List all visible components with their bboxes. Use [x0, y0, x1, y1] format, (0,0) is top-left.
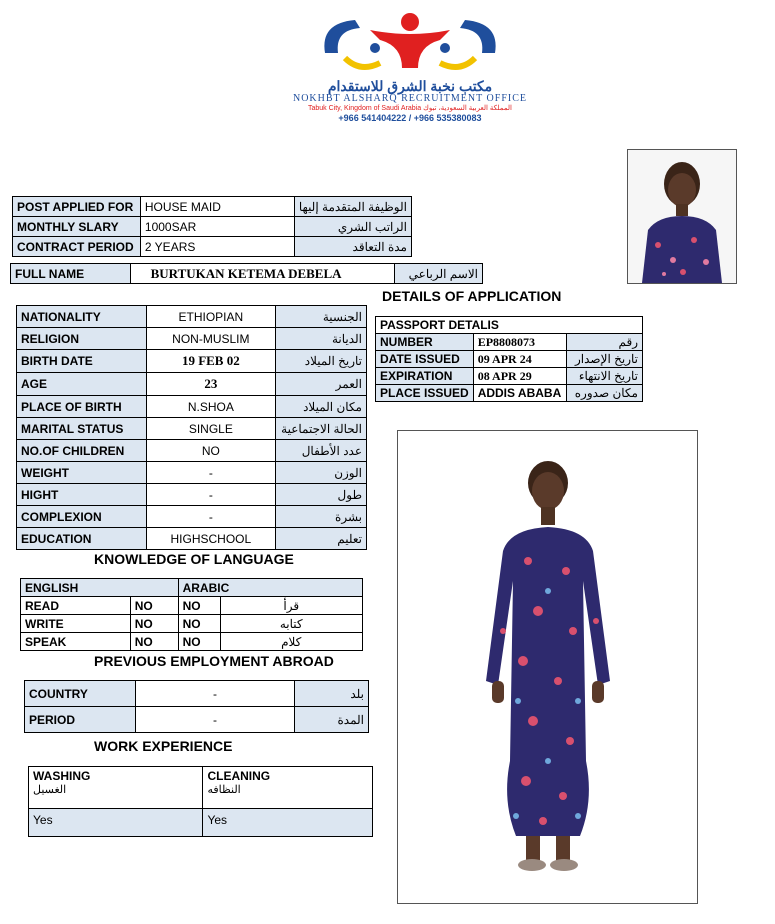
- washing-cell: [29, 767, 203, 809]
- children-value: NO: [146, 440, 275, 462]
- passport-number-ar: رقم: [566, 334, 642, 351]
- expiration-ar: تاريخ الانتهاء: [566, 368, 642, 385]
- table-row: [376, 334, 643, 351]
- write-ar: كتابه: [220, 615, 362, 633]
- age-label: AGE: [17, 373, 147, 396]
- date-issued-label: DATE ISSUED: [376, 351, 474, 368]
- washing-value: Yes: [29, 809, 203, 837]
- work-experience-table: [28, 766, 373, 837]
- passport-number-value: EP8808073: [473, 334, 566, 351]
- monthly-salary-value: 1000SAR: [140, 217, 294, 237]
- place-issued-label: PLACE ISSUED: [376, 385, 474, 402]
- table-row: [21, 615, 363, 633]
- read-label: READ: [21, 597, 131, 615]
- table-row: [13, 217, 412, 237]
- birth-date-value: 19 FEB 02: [146, 350, 275, 373]
- place-of-birth-label: PLACE OF BIRTH: [17, 396, 147, 418]
- read-ar: قرأ: [220, 597, 362, 615]
- place-of-birth-value: N.SHOA: [146, 396, 275, 418]
- table-row: [29, 767, 373, 809]
- height-ar: طول: [276, 484, 367, 506]
- table-row: [376, 317, 643, 334]
- table-row: [376, 385, 643, 402]
- complexion-label: COMPLEXION: [17, 506, 147, 528]
- table-row: [21, 633, 363, 651]
- period-value: -: [135, 707, 294, 733]
- portrait-figure-icon: [628, 150, 736, 283]
- write-arabic: NO: [178, 615, 220, 633]
- full-body-figure-icon: [398, 431, 697, 903]
- country-value: -: [135, 681, 294, 707]
- children-ar: عدد الأطفال: [276, 440, 367, 462]
- contract-period-value: 2 YEARS: [140, 237, 294, 257]
- table-row: [17, 350, 367, 373]
- table-row: [376, 368, 643, 385]
- post-applied-ar: الوظيفة المتقدمة إليها: [294, 197, 411, 217]
- marital-status-value: SINGLE: [146, 418, 275, 440]
- read-arabic: NO: [178, 597, 220, 615]
- read-english: NO: [130, 597, 178, 615]
- education-label: EDUCATION: [17, 528, 147, 550]
- religion-ar: الديانة: [276, 328, 367, 350]
- religion-value: NON-MUSLIM: [146, 328, 275, 350]
- office-address: [250, 104, 570, 113]
- date-issued-ar: تاريخ الإصدار: [566, 351, 642, 368]
- post-applied-label: POST APPLIED FOR: [13, 197, 141, 217]
- office-phones: +966 541404222 / +966 535380083: [338, 113, 482, 123]
- expiration-value: 08 APR 29: [473, 368, 566, 385]
- nationality-value: ETHIOPIAN: [146, 306, 275, 328]
- passport-number-label: NUMBER: [376, 334, 474, 351]
- position-table: [12, 196, 412, 257]
- religion-label: RELIGION: [17, 328, 147, 350]
- table-row: [376, 351, 643, 368]
- monthly-salary-label: MONTHLY SLARY: [13, 217, 141, 237]
- cleaning-value: Yes: [203, 809, 373, 837]
- complexion-value: -: [146, 506, 275, 528]
- speak-arabic: NO: [178, 633, 220, 651]
- full-name-label: FULL NAME: [11, 264, 131, 284]
- table-row: [25, 707, 369, 733]
- age-value: 23: [146, 373, 275, 396]
- address-en: Tabuk City, Kingdom of Saudi Arabia: [308, 105, 422, 112]
- speak-label: SPEAK: [21, 633, 131, 651]
- arabic-header: ARABIC: [178, 579, 362, 597]
- age-ar: العمر: [276, 373, 367, 396]
- table-row: [17, 418, 367, 440]
- washing-label: WASHING: [33, 769, 91, 783]
- complexion-ar: بشرة: [276, 506, 367, 528]
- full-name-ar: الاسم الرباعي: [395, 264, 483, 284]
- weight-label: WEIGHT: [17, 462, 147, 484]
- contract-period-label: CONTRACT PERIOD: [13, 237, 141, 257]
- table-row: [13, 197, 412, 217]
- education-ar: تعليم: [276, 528, 367, 550]
- height-value: -: [146, 484, 275, 506]
- country-ar: بلد: [295, 681, 369, 707]
- table-row: [17, 328, 367, 350]
- monthly-salary-ar: الراتب الشري: [294, 217, 411, 237]
- details-heading: DETAILS OF APPLICATION: [382, 288, 562, 304]
- washing-ar: الغسيل: [33, 784, 67, 796]
- nationality-ar: الجنسية: [276, 306, 367, 328]
- country-label: COUNTRY: [25, 681, 136, 707]
- previous-employment-table: [24, 680, 369, 733]
- table-row: [11, 264, 483, 284]
- table-row: [17, 462, 367, 484]
- previous-employment-heading: PREVIOUS EMPLOYMENT ABROAD: [94, 653, 334, 669]
- table-row: [17, 484, 367, 506]
- cleaning-label: CLEANING: [207, 769, 271, 783]
- table-row: [17, 396, 367, 418]
- logo-emblem-icon: [250, 8, 570, 78]
- personal-details-table: [16, 305, 367, 550]
- nationality-label: NATIONALITY: [17, 306, 147, 328]
- weight-ar: الوزن: [276, 462, 367, 484]
- language-table: [20, 578, 363, 651]
- birth-date-ar: تاريخ الميلاد: [276, 350, 367, 373]
- table-row: [13, 237, 412, 257]
- english-header: ENGLISH: [21, 579, 179, 597]
- place-issued-ar: مكان صدوره: [566, 385, 642, 402]
- place-issued-value: ADDIS ABABA: [473, 385, 566, 402]
- marital-status-ar: الحالة الاجتماعية: [276, 418, 367, 440]
- table-row: [17, 373, 367, 396]
- table-row: [21, 579, 363, 597]
- write-label: WRITE: [21, 615, 131, 633]
- applicant-portrait-photo: [627, 149, 737, 284]
- height-label: HIGHT: [17, 484, 147, 506]
- office-name-en: NOKHBT ALSHARQ RECRUITMENT OFFICE: [292, 93, 528, 104]
- table-row: [17, 528, 367, 550]
- table-row: [17, 506, 367, 528]
- period-ar: المدة: [295, 707, 369, 733]
- office-logo: [250, 8, 570, 123]
- table-row: [17, 440, 367, 462]
- date-issued-value: 09 APR 24: [473, 351, 566, 368]
- address-ar: المملكة العربية السعودية، تبوك: [423, 105, 512, 112]
- period-label: PERIOD: [25, 707, 136, 733]
- applicant-full-body-photo: [397, 430, 698, 904]
- table-row: [17, 306, 367, 328]
- speak-ar: كلام: [220, 633, 362, 651]
- education-value: HIGHSCHOOL: [146, 528, 275, 550]
- office-name-ar: مكتب نخبة الشرق للاستقدام: [327, 78, 493, 94]
- contract-period-ar: مدة التعاقد: [294, 237, 411, 257]
- table-row: [25, 681, 369, 707]
- work-experience-heading: WORK EXPERIENCE: [94, 738, 233, 754]
- cleaning-ar: النظافه: [207, 784, 241, 796]
- cleaning-cell: [203, 767, 373, 809]
- children-label: NO.OF CHILDREN: [17, 440, 147, 462]
- write-english: NO: [130, 615, 178, 633]
- table-row: [29, 809, 373, 837]
- full-name-value: BURTUKAN KETEMA DEBELA: [130, 264, 395, 284]
- place-of-birth-ar: مكان الميلاد: [276, 396, 367, 418]
- passport-table: [375, 316, 643, 402]
- post-applied-value: HOUSE MAID: [140, 197, 294, 217]
- passport-title: PASSPORT DETALIS: [376, 317, 643, 334]
- table-row: [21, 597, 363, 615]
- marital-status-label: MARITAL STATUS: [17, 418, 147, 440]
- language-heading: KNOWLEDGE OF LANGUAGE: [94, 551, 294, 567]
- speak-english: NO: [130, 633, 178, 651]
- weight-value: -: [146, 462, 275, 484]
- expiration-label: EXPIRATION: [376, 368, 474, 385]
- birth-date-label: BIRTH DATE: [17, 350, 147, 373]
- full-name-table: [10, 263, 483, 284]
